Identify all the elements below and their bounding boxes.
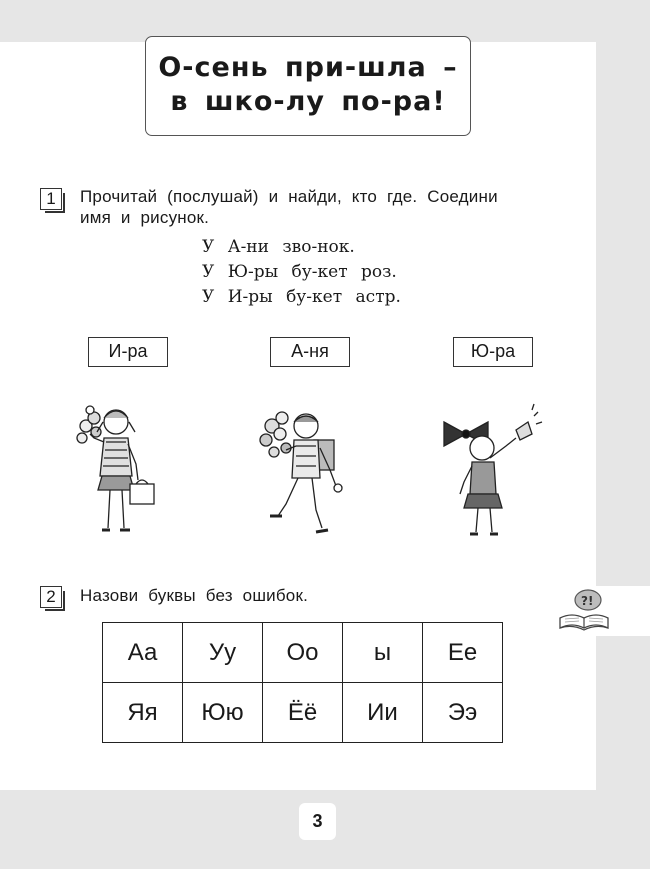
svg-text:?!: ?! [581,594,594,608]
name-box-yura[interactable]: Ю-ра [453,337,533,367]
title-line-2: в шко-лу по-ра! [170,86,446,117]
poem-line: У А-ни зво-нок. [202,237,355,257]
page-number: 3 [299,803,336,840]
title-line-1: О-сень при-шла – [158,52,458,83]
poem-line: У И-ры бу-кет астр. [202,287,401,307]
girl-with-flowers-illustration[interactable] [72,398,162,540]
letter-cell: Юю [183,683,263,743]
letter-cell: Ээ [423,683,503,743]
letter-cell: Уу [183,623,263,683]
letter-cell: Ии [343,683,423,743]
letter-cell: Ее [423,623,503,683]
girl-with-bell-illustration[interactable] [436,402,546,540]
table-row [103,623,503,683]
poem-line: У Ю-ры бу-кет роз. [202,262,397,282]
name-box-anya[interactable]: А-ня [270,337,350,367]
poem [202,235,401,310]
letter-cell: Оо [263,623,343,683]
letters-table [102,622,503,743]
title-box [145,36,471,136]
table-row [103,683,503,743]
task-2-instructions: Назови буквы без ошибок. [80,586,309,605]
letter-cell: Яя [103,683,183,743]
task-1-text-line-1: Прочитай (послушай) и найди, кто где. Соедини [80,187,498,206]
task-1-instructions [80,186,580,228]
boy-with-flowers-illustration[interactable] [256,404,351,542]
letter-cell: Ёё [263,683,343,743]
task-1-number: 1 [40,188,62,210]
letter-cell: ы [343,623,423,683]
task-1-text-line-2: имя и рисунок. [80,208,210,227]
letter-cell: Аа [103,623,183,683]
name-box-ira[interactable]: И-ра [88,337,168,367]
side-tab [548,586,650,636]
task-2-number: 2 [40,586,62,608]
open-book-question-icon [552,588,612,634]
